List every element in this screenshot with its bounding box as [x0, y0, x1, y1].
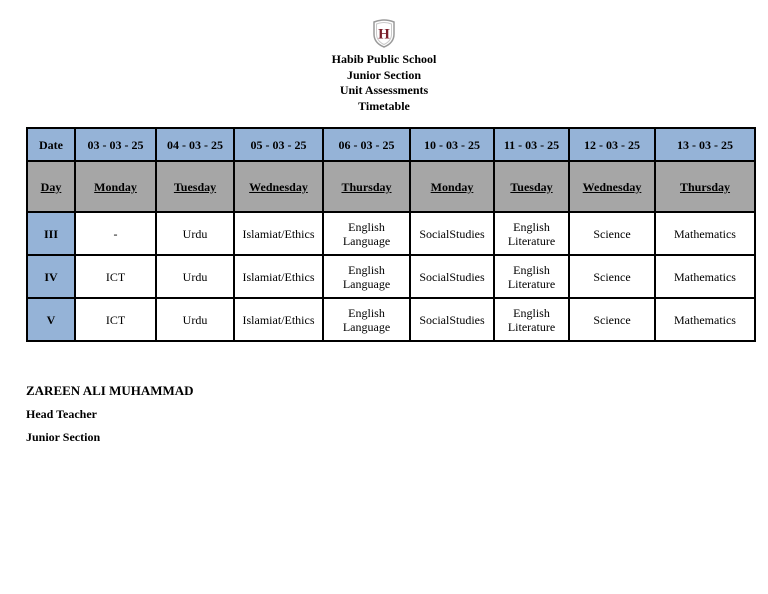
subject-line: SocialStudies [419, 269, 485, 284]
timetable [26, 127, 756, 342]
subject-cell [323, 255, 410, 298]
school-crest-icon [371, 18, 397, 48]
subject-cell [569, 298, 655, 341]
subject-line: Literature [507, 233, 556, 248]
subject-line: Literature [507, 319, 556, 334]
date-cell: 13 - 03 - 25 [655, 128, 755, 161]
subject-line: Language [342, 319, 391, 334]
class-row [27, 212, 755, 255]
subject-line: - [113, 226, 118, 241]
subject-line: SocialStudies [419, 312, 485, 327]
subject-cell [494, 298, 569, 341]
school-name: Habib Public School [331, 52, 437, 66]
subject-cell [323, 298, 410, 341]
day-cell: Wednesday [234, 161, 323, 212]
subject-line: Islamiat/Ethics [242, 226, 315, 241]
date-row [27, 128, 755, 161]
subject-line: Urdu [182, 226, 208, 241]
subject-cell [156, 212, 234, 255]
date-cell: 06 - 03 - 25 [323, 128, 410, 161]
day-cell: Thursday [655, 161, 755, 212]
day-cell: Monday [75, 161, 156, 212]
day-cell: Tuesday [156, 161, 234, 212]
subject-line: Urdu [182, 269, 208, 284]
subject-cell [410, 212, 494, 255]
subject-cell [75, 298, 156, 341]
subject-cell [234, 212, 323, 255]
section-name: Junior Section [346, 67, 422, 82]
day-cell: Monday [410, 161, 494, 212]
date-cell: 03 - 03 - 25 [75, 128, 156, 161]
subject-line: Literature [507, 276, 556, 291]
day-label-cell: Day [27, 161, 75, 212]
signatory-title: Head Teacher [26, 407, 97, 421]
subject-line: Mathematics [674, 312, 736, 327]
subject-line: Urdu [182, 312, 208, 327]
document-subtitle: Timetable [358, 98, 410, 113]
class-cell: IV [27, 255, 75, 298]
date-cell: 04 - 03 - 25 [156, 128, 234, 161]
subject-line: SocialStudies [419, 226, 485, 241]
class-row [27, 298, 755, 341]
subject-cell [494, 255, 569, 298]
subject-line: English [513, 219, 550, 234]
subject-cell [569, 255, 655, 298]
subject-line: Science [593, 226, 631, 241]
signatory-section: Junior Section [26, 430, 101, 444]
subject-cell [234, 298, 323, 341]
subject-cell [156, 298, 234, 341]
subject-cell [410, 298, 494, 341]
school-crest-letter: H [378, 26, 390, 43]
date-cell: 12 - 03 - 25 [569, 128, 655, 161]
subject-cell [655, 298, 755, 341]
date-cell: 10 - 03 - 25 [410, 128, 494, 161]
day-row [27, 161, 755, 212]
subject-line: English [348, 305, 385, 320]
class-cell: III [27, 212, 75, 255]
day-cell: Wednesday [569, 161, 655, 212]
subject-line: ICT [105, 312, 126, 327]
subject-cell [655, 212, 755, 255]
subject-line: English [348, 262, 385, 277]
date-cell: 05 - 03 - 25 [234, 128, 323, 161]
subject-line: Mathematics [674, 269, 736, 284]
subject-line: Islamiat/Ethics [242, 269, 315, 284]
subject-line: Language [342, 276, 391, 291]
class-row [27, 255, 755, 298]
document-header [0, 18, 768, 114]
subject-line: Science [593, 269, 631, 284]
subject-cell [234, 255, 323, 298]
subject-line: English [513, 262, 550, 277]
subject-line: Islamiat/Ethics [242, 312, 315, 327]
day-cell: Thursday [323, 161, 410, 212]
date-cell: 11 - 03 - 25 [494, 128, 569, 161]
subject-line: English [513, 305, 550, 320]
day-cell: Tuesday [494, 161, 569, 212]
subject-cell [410, 255, 494, 298]
subject-line: ICT [105, 269, 126, 284]
subject-line: Language [342, 233, 391, 248]
subject-cell [323, 212, 410, 255]
date-label-cell: Date [27, 128, 75, 161]
subject-cell [75, 212, 156, 255]
subject-cell [75, 255, 156, 298]
subject-cell [494, 212, 569, 255]
subject-cell [156, 255, 234, 298]
subject-cell [655, 255, 755, 298]
class-cell: V [27, 298, 75, 341]
document-title: Unit Assessments [339, 83, 429, 97]
subject-line: Mathematics [674, 226, 736, 241]
signatory-name: ZAREEN ALI MUHAMMAD [26, 383, 194, 398]
subject-line: Science [593, 312, 631, 327]
subject-line: English [348, 219, 385, 234]
subject-cell [569, 212, 655, 255]
